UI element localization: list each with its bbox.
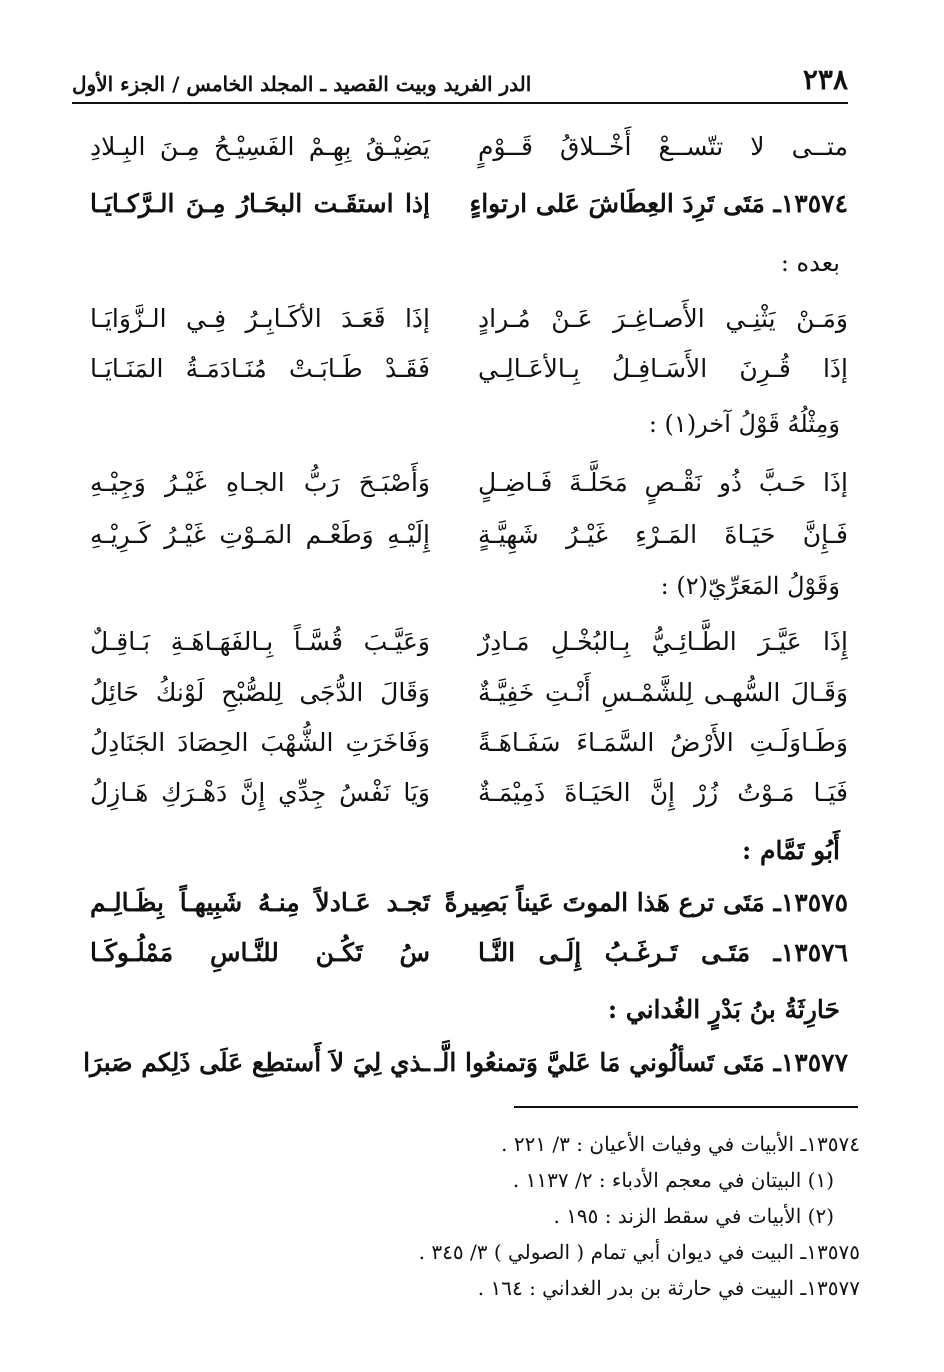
verse-line xyxy=(90,716,848,768)
verse-line xyxy=(90,120,848,172)
verse-second-hemistich: إذَا قَعَـدَ الأكَـابِـرُ فِـي الـزَّوَايَـا xyxy=(90,303,430,333)
verse-line xyxy=(90,456,848,508)
verse-first-hemistich: إذَا قُـرِنَ الأَسَـافِـلُ بِـالأعَـالِـي xyxy=(478,353,848,383)
verse-first-hemistich: متــى لا تتّســعْ أَخْــلاقُ قَــوْمٍ xyxy=(478,131,848,161)
prose-text: وَقَوْلُ المَعَرِّيّ(٢) : xyxy=(660,572,840,600)
verse-first-hemistich: ١٣٥٧٥ـ مَتَى ترع هَذا الموتَ عَيناً بَصِيرةً xyxy=(444,887,848,917)
verse-line xyxy=(90,615,848,667)
verse-first-hemistich: فَـإِنَّ حَيَـاةَ المَـرْءِ غَيْـرُ شَهِيَّـةٍ xyxy=(478,519,848,549)
verse-second-hemistich: يَضِيْـقُ بِهِـمْ الفَسِيْـحُ مِـنَ البِـلادِ xyxy=(90,131,430,161)
running-title: الدر الفريد وبيت القصيد ـ المجلد الخامس / الجزء الأول xyxy=(72,72,532,96)
verse-second-hemistich: وَعَيَّـبَ قُسَّـاً بِـالفَهَـاهَـةِ بَـاقِـلٌ xyxy=(90,626,430,656)
verse-second-hemistich: فَقَـدْ طَـابَـتْ مُنَـادَمَـةُ المَنَـايَـا xyxy=(90,353,430,383)
verse-second-hemistich: سُ تَكُـن للنَّـاسِ مَمْلُـوكَـا xyxy=(90,937,430,967)
verse-first-hemistich: وَمَـنْ يَثْنِـي الأَصـاغِـرَ عَـنْ مُـرادٍ xyxy=(478,303,848,333)
poet-name: أَبُو تَمَّام : xyxy=(742,835,840,865)
verse-first-hemistich: وَقَـالَ السُّهـى لِلشَّمْـسِ أَنْـتِ خَفِيَّـةٌ xyxy=(478,677,848,707)
verse-line xyxy=(90,292,848,344)
verse-first-hemistich: وَطَـاوَلَـتِ الأَرْضُ السَّمَـاءَ سَفَـاهَـةً xyxy=(478,727,848,757)
verse-line xyxy=(90,342,848,394)
footnote: ١٣٥٧٧ـ البيت في حارثة بن بدر الغداني : ١٦٤ . xyxy=(477,1276,860,1300)
verse-second-hemistich: وَقَالَ الدُّجَى لِلصُّبْحِ لَوْنكُ حَائِلُ xyxy=(90,677,430,707)
verse-first-hemistich: ١٣٥٧٤ـ مَتَى تَرِدَ العِطَاشَ عَلى ارتواءٍ xyxy=(469,188,848,218)
footnote: (١) البيتان في معجم الأدباء : ٢/ ١١٣٧ . xyxy=(512,1168,834,1192)
footnote: (٢) الأبيات في سقط الزند : ١٩٥ . xyxy=(553,1204,834,1228)
verse-second-hemistich: وَأَصْبَـحَ رَبُّ الجـاهِ غَيْـرُ وَجِيْـهِ xyxy=(90,467,430,497)
prose-line xyxy=(90,560,848,612)
header-rule xyxy=(72,102,848,104)
prose-line xyxy=(90,237,848,289)
verse-first-hemistich: إِذَا عَيَّـرَ الطَّـائِـيُّ بِـالبُخْـلِ مَـادِرٌ xyxy=(478,626,848,656)
verse-second-hemistich: إِلَيْـهِ وَطَعْـم المَـوْتِ غَيْـرُ كَـرِيْـهِ xyxy=(90,519,430,549)
verse-second-hemistich: إذا استقَـت البحَـارُ مِـنَ الـرَّكـايَـا xyxy=(90,188,430,218)
verse-first-hemistich: ١٣٥٧٦ـ مَتَـى تَـرغَـبُ إِلَـى النَّـا xyxy=(478,937,848,967)
verse-line xyxy=(90,177,848,229)
verse-first-hemistich: ١٣٥٧٧ـ مَتَى تَسألُوني مَا عَليَّ وَتمنعُوا الَّـ xyxy=(434,1047,848,1077)
footnote: ١٣٥٧٥ـ البيت في ديوان أبي تمام ( الصولي ) ٣/ ٣٤٥ . xyxy=(418,1240,860,1264)
verse-first-hemistich: فَيَـا مَـوْتُ زُرْ إِنَّ الحَيَـاةَ ذَمِيْمَـةٌ xyxy=(478,777,848,807)
prose-text: وَمِثْلُهُ قَوْلُ آخر(١) : xyxy=(648,410,840,438)
verse-line xyxy=(90,926,848,978)
page-header xyxy=(72,56,848,96)
prose-line xyxy=(90,398,848,450)
verse-second-hemistich: وَيَا نَفْسُ جِدِّي إِنَّ دَهْـرَكِ هَـازِلُ xyxy=(90,777,430,807)
poet-name: حَارِثَةُ بنُ بَدْرٍ الغُداني : xyxy=(607,994,840,1024)
footnote-rule xyxy=(514,1106,858,1108)
verse-line xyxy=(90,876,848,928)
prose-text: بعده : xyxy=(780,249,840,277)
poet-heading xyxy=(90,824,848,876)
verse-first-hemistich: إذَا حَـبَّ ذُو نَقْـصٍ مَحَلَّـةَ فَـاضِـلٍ xyxy=(478,467,848,497)
verse-second-hemistich: تَجـد عَـادلاً مِنـهُ شَبِيهـاً بِظَـالِـم xyxy=(90,887,430,917)
verse-second-hemistich: ـذي لِيَ لاَ أَستطِع عَلَى ذَلِكم صَبرَا xyxy=(83,1047,430,1077)
verse-line xyxy=(90,508,848,560)
page-number: ٢٣٨ xyxy=(802,63,848,96)
verse-second-hemistich: وَفَاخَرَتِ الشُّهْبَ الحِصَادَ الجَنَادِلُ xyxy=(90,727,430,757)
verse-line xyxy=(90,766,848,818)
poet-heading xyxy=(90,983,848,1035)
verse-line xyxy=(90,666,848,718)
verse-line xyxy=(83,1036,848,1088)
footnote: ١٣٥٧٤ـ الأبيات في وفيات الأعيان : ٣/ ٢٢١ . xyxy=(501,1132,860,1156)
